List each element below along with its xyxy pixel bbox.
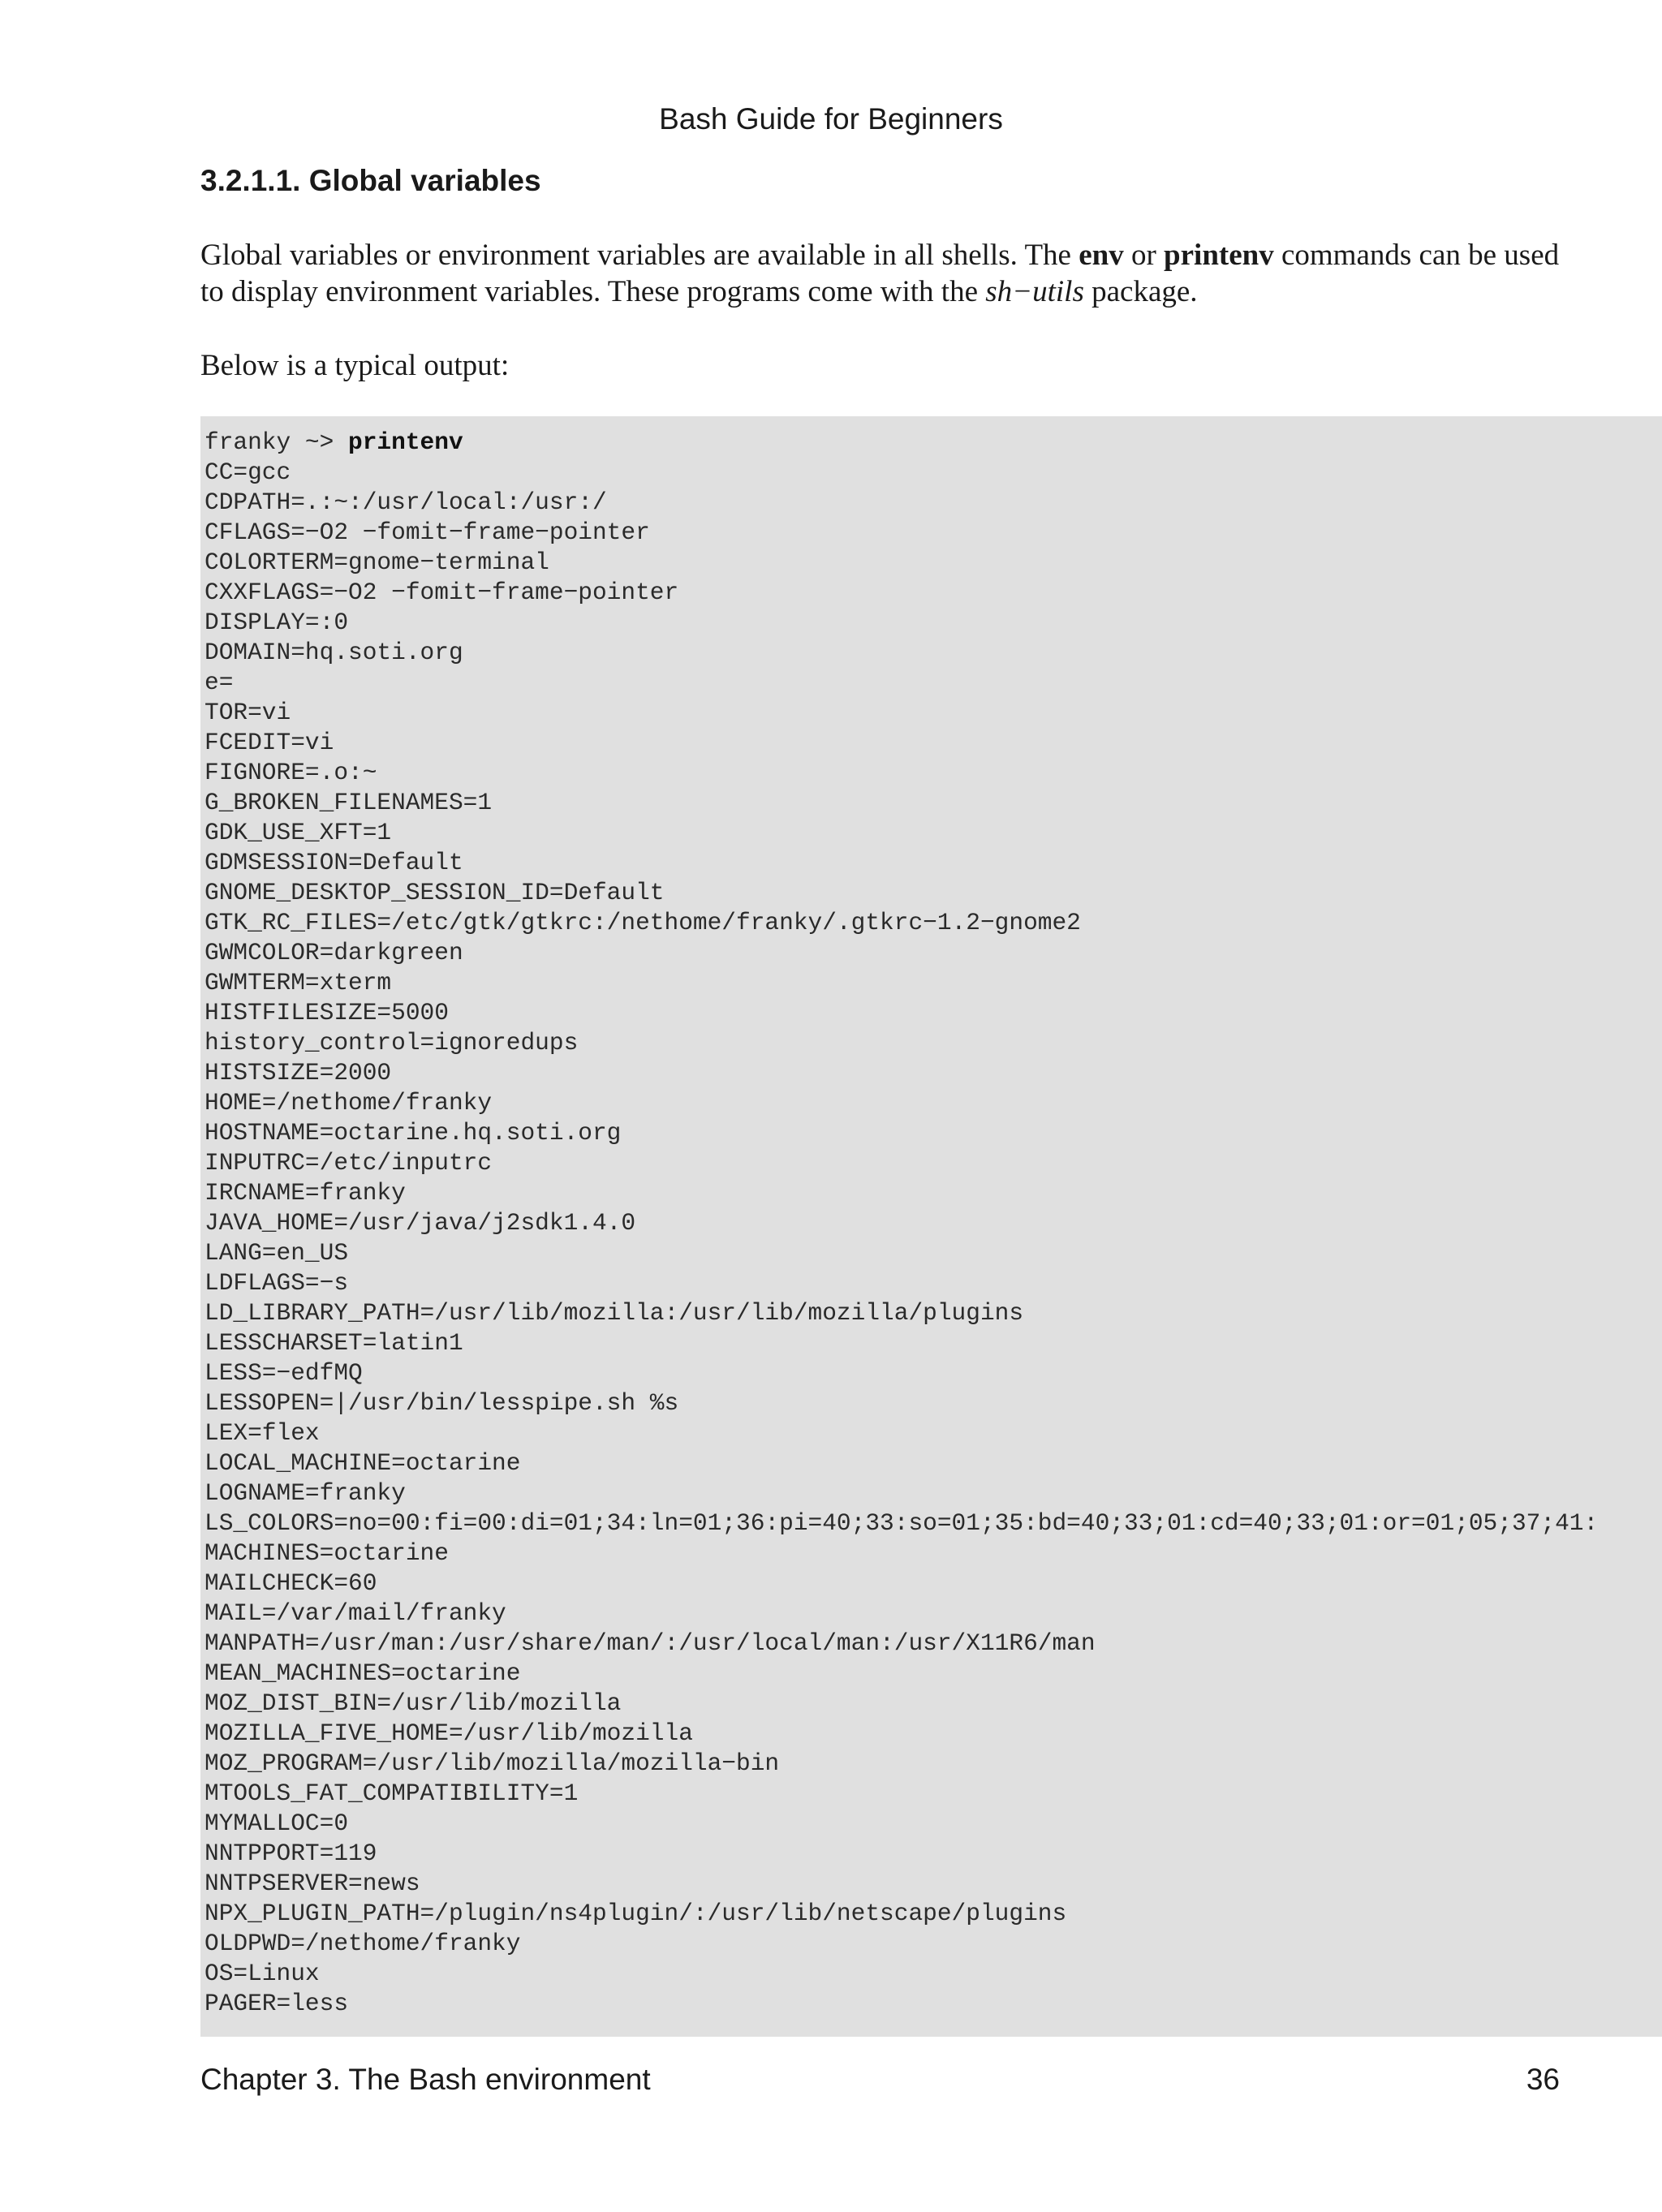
- code-line: LANG=en_US: [205, 1239, 349, 1267]
- code-line: GWMCOLOR=darkgreen: [205, 939, 463, 966]
- code-line: OLDPWD=/nethome/franky: [205, 1930, 521, 1957]
- code-line: GNOME_DESKTOP_SESSION_ID=Default: [205, 879, 665, 906]
- code-line: TOR=vi: [205, 699, 291, 726]
- code-line: CC=gcc: [205, 458, 291, 486]
- code-line: HOME=/nethome/franky: [205, 1089, 493, 1117]
- code-line: NNTPPORT=119: [205, 1840, 377, 1867]
- intro-text-3: commands can be used to display environment variables. These programs come with the: [200, 239, 1560, 308]
- code-line: HISTSIZE=2000: [205, 1059, 392, 1087]
- code-line: DOMAIN=hq.soti.org: [205, 639, 463, 666]
- code-line: LOCAL_MACHINE=octarine: [205, 1449, 521, 1477]
- code-line: GDK_USE_XFT=1: [205, 819, 392, 846]
- code-line: HOSTNAME=octarine.hq.soti.org: [205, 1119, 622, 1147]
- code-line: OS=Linux: [205, 1960, 320, 1987]
- running-header: Bash Guide for Beginners: [659, 102, 1003, 136]
- intro-text-1: Global variables or environment variables are available in all shells. The: [200, 239, 1079, 272]
- code-line: MYMALLOC=0: [205, 1810, 349, 1837]
- code-output: [205, 458, 1662, 2019]
- code-line: INPUTRC=/etc/inputrc: [205, 1149, 493, 1177]
- code-line: LESS=−edfMQ: [205, 1359, 363, 1387]
- code-line: MTOOLS_FAT_COMPATIBILITY=1: [205, 1779, 579, 1807]
- code-listing: [200, 416, 1662, 2019]
- footer-chapter: Chapter 3. The Bash environment: [200, 2063, 651, 2096]
- footer-page-number: 36: [1526, 2063, 1560, 2096]
- code-line: GDMSESSION=Default: [205, 849, 463, 876]
- code-line: MOZILLA_FIVE_HOME=/usr/lib/mozilla: [205, 1719, 693, 1747]
- code-line: JAVA_HOME=/usr/java/j2sdk1.4.0: [205, 1209, 636, 1237]
- code-line: GWMTERM=xterm: [205, 969, 392, 996]
- intro-text-4: package.: [1083, 275, 1198, 308]
- shell-command: printenv: [348, 428, 463, 456]
- code-line: NPX_PLUGIN_PATH=/plugin/ns4plugin/:/usr/lib/netscape/plugins: [205, 1900, 1067, 1927]
- code-line: MANPATH=/usr/man:/usr/share/man/:/usr/local/man:/usr/X11R6/man: [205, 1629, 1096, 1657]
- code-line: MEAN_MACHINES=octarine: [205, 1659, 521, 1687]
- code-line: e=: [205, 669, 234, 696]
- printenv-command: printenv: [1164, 239, 1274, 272]
- code-line: MOZ_DIST_BIN=/usr/lib/mozilla: [205, 1689, 622, 1717]
- code-line: MAIL=/var/mail/franky: [205, 1599, 506, 1627]
- lead-paragraph: Below is a typical output:: [200, 349, 510, 382]
- code-line: COLORTERM=gnome−terminal: [205, 549, 549, 576]
- code-line: LDFLAGS=−s: [205, 1269, 349, 1297]
- code-line: LS_COLORS=no=00:fi=00:di=01;34:ln=01;36:pi=40;33:so=01;35:bd=40;33;01:cd=40;33;01:or=01;05;37;41:: [205, 1509, 1599, 1537]
- shell-prompt: franky ~>: [205, 428, 349, 456]
- code-line: CFLAGS=−O2 −fomit−frame−pointer: [205, 519, 650, 546]
- code-line: FIGNORE=.o:~: [205, 759, 377, 786]
- code-line: MOZ_PROGRAM=/usr/lib/mozilla/mozilla−bin: [205, 1749, 780, 1777]
- code-line: LESSOPEN=|/usr/bin/lesspipe.sh %s: [205, 1389, 679, 1417]
- package-name: sh−utils: [985, 275, 1084, 308]
- code-line: CXXFLAGS=−O2 −fomit−frame−pointer: [205, 579, 679, 606]
- code-line: GTK_RC_FILES=/etc/gtk/gtkrc:/nethome/franky/.gtkrc−1.2−gnome2: [205, 909, 1081, 936]
- code-line: DISPLAY=:0: [205, 609, 349, 636]
- intro-text-2: or: [1123, 239, 1165, 272]
- code-line: FCEDIT=vi: [205, 729, 334, 756]
- code-line: NNTPSERVER=news: [205, 1870, 420, 1897]
- code-line: HISTFILESIZE=5000: [205, 999, 449, 1026]
- env-command: env: [1079, 239, 1124, 272]
- code-line: LESSCHARSET=latin1: [205, 1329, 463, 1357]
- section-heading: 3.2.1.1. Global variables: [200, 164, 541, 197]
- code-line: LD_LIBRARY_PATH=/usr/lib/mozilla:/usr/lib/mozilla/plugins: [205, 1299, 1024, 1327]
- code-line: MACHINES=octarine: [205, 1539, 449, 1567]
- code-block: [200, 416, 1662, 2037]
- intro-paragraph: [200, 237, 1564, 310]
- code-line: MAILCHECK=60: [205, 1569, 377, 1597]
- code-line: LOGNAME=franky: [205, 1479, 406, 1507]
- code-line: history_control=ignoredups: [205, 1029, 579, 1057]
- code-line: G_BROKEN_FILENAMES=1: [205, 789, 493, 816]
- code-line: LEX=flex: [205, 1419, 320, 1447]
- code-prompt-line: [205, 428, 1662, 458]
- code-line: CDPATH=.:~:/usr/local:/usr:/: [205, 488, 607, 516]
- code-line: IRCNAME=franky: [205, 1179, 406, 1207]
- code-line: PAGER=less: [205, 1990, 349, 2017]
